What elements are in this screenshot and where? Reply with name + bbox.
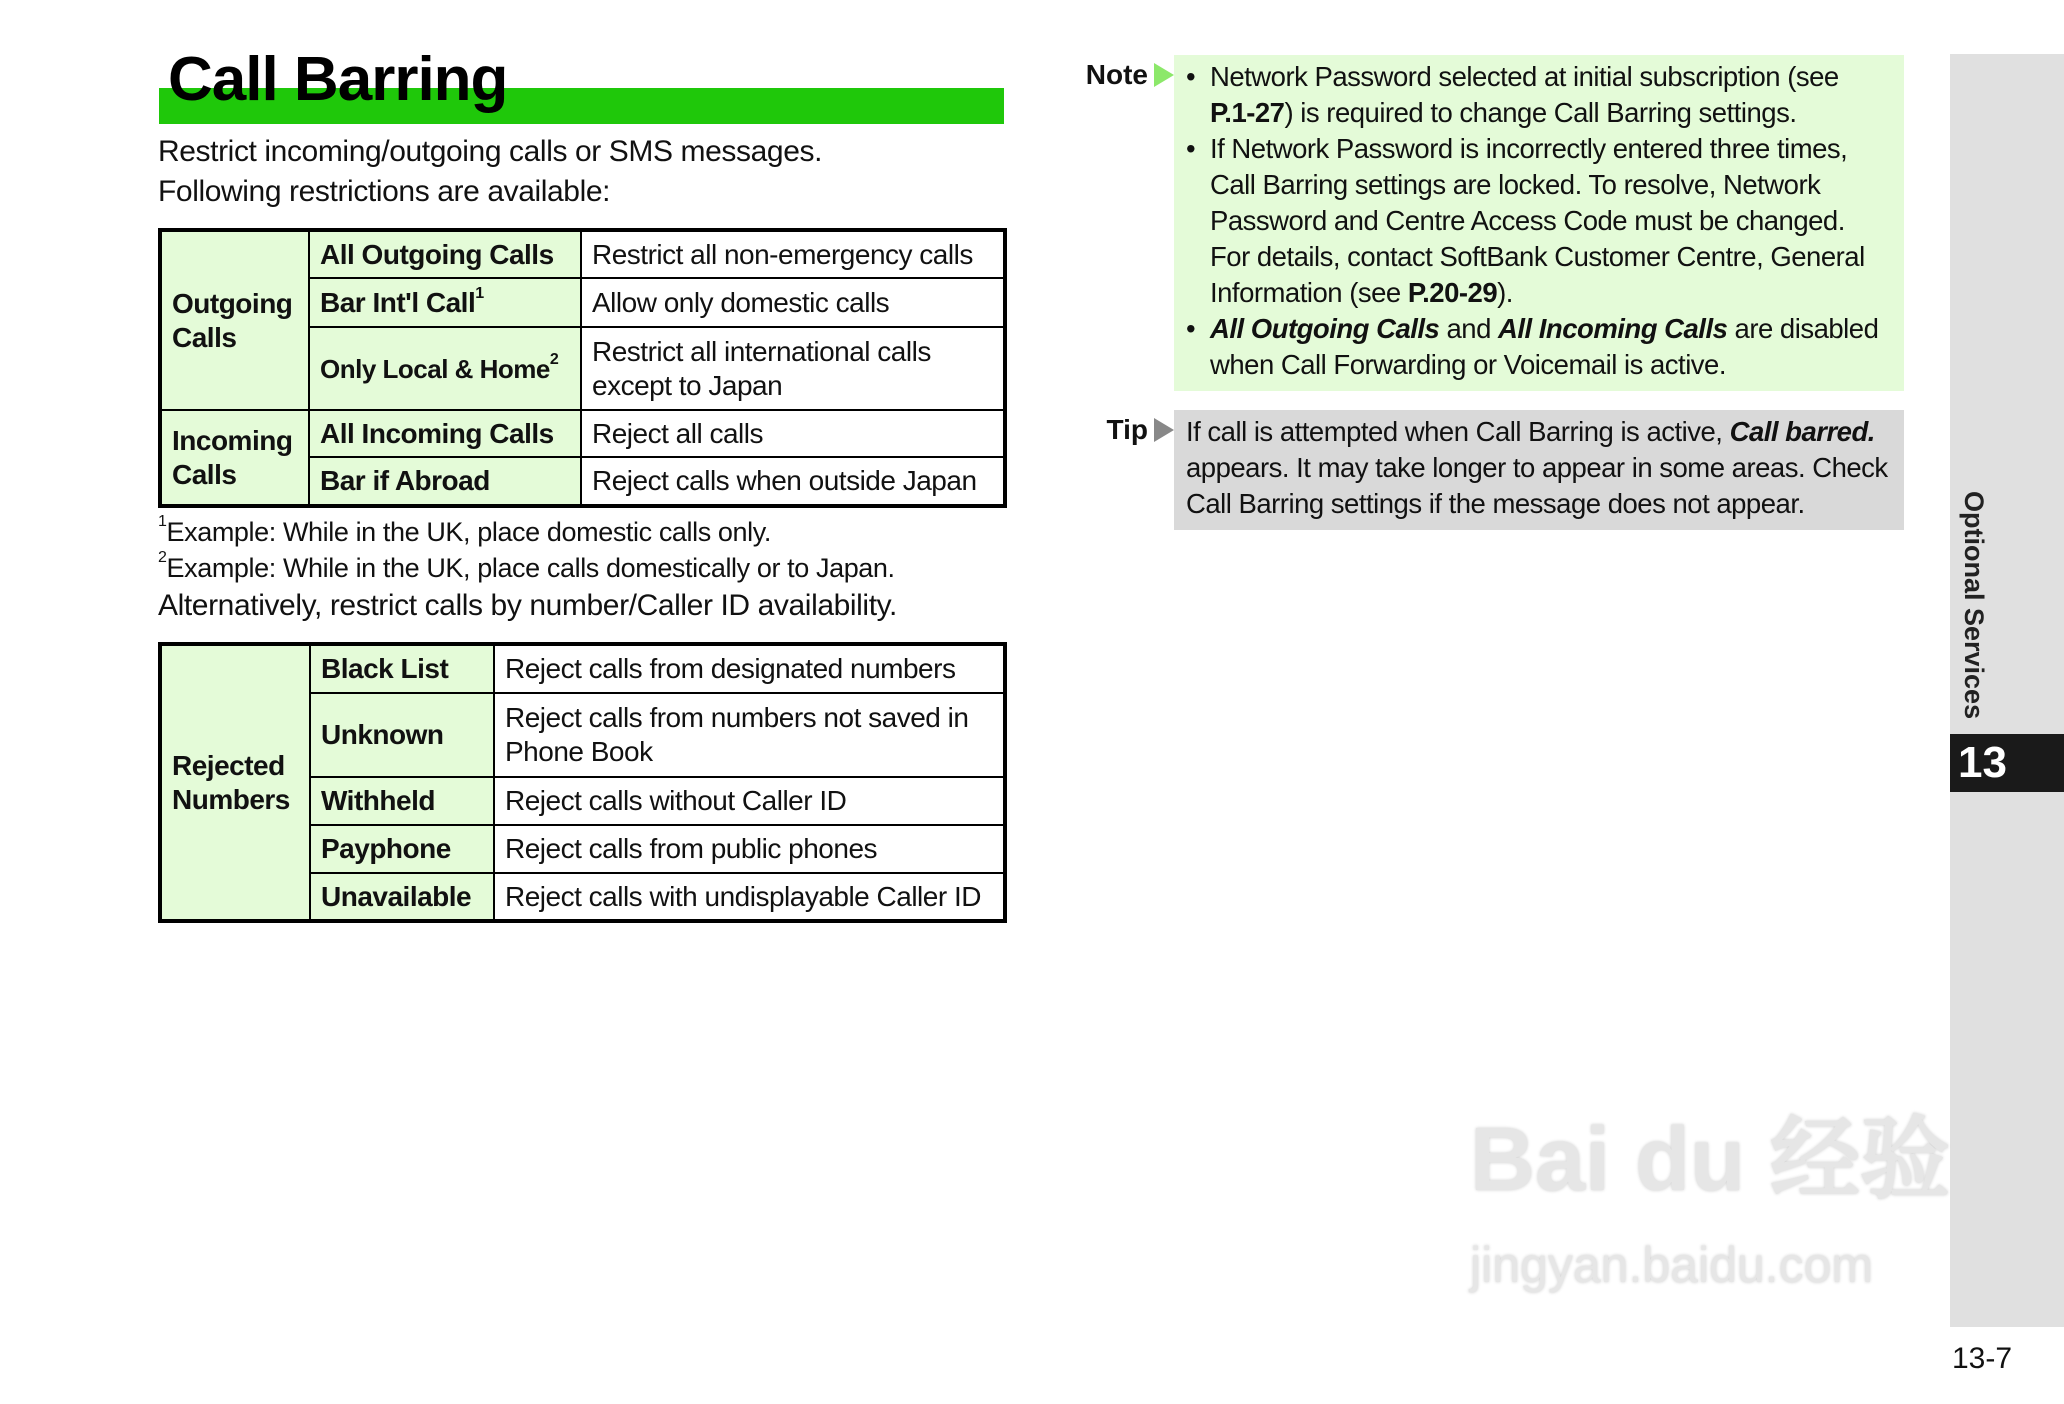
option-desc: Reject all calls bbox=[581, 410, 1005, 457]
option-desc: Reject calls when outside Japan bbox=[581, 457, 1005, 506]
note-item: • All Outgoing Calls and All Incoming Calls are disabled when Call Forwarding or Voicemail is active. bbox=[1186, 311, 1890, 383]
option-name: Bar if Abroad bbox=[309, 457, 581, 506]
page-number: 13-7 bbox=[1952, 1342, 2013, 1375]
side-notes bbox=[1060, 55, 1904, 530]
option-name: Unknown bbox=[310, 693, 494, 777]
page-ref-link[interactable]: P.1-27 bbox=[1210, 97, 1285, 128]
option-desc: Reject calls from public phones bbox=[494, 825, 1005, 873]
note-label: Note bbox=[1085, 59, 1148, 90]
title-block bbox=[158, 44, 1007, 126]
option-desc: Reject calls without Caller ID bbox=[494, 777, 1005, 825]
table-row bbox=[160, 644, 1005, 693]
tip-label: Tip bbox=[1106, 414, 1148, 445]
group-label: Rejected Numbers bbox=[160, 644, 310, 921]
watermark-logo: Bai du 经验 bbox=[1470, 1110, 1951, 1210]
rejected-numbers-table bbox=[158, 642, 1007, 923]
note-item: • Network Password selected at initial subscription (see P.1-27) is required to change Call Barring settings. bbox=[1186, 59, 1890, 131]
option-desc: Allow only domestic calls bbox=[581, 278, 1005, 327]
main-column bbox=[158, 44, 1007, 923]
note-label-wrap bbox=[1060, 55, 1174, 91]
group-label: Incoming Calls bbox=[160, 410, 309, 506]
option-desc: Restrict all international calls except to Japan bbox=[581, 327, 1005, 410]
tip-arrow-icon bbox=[1154, 418, 1174, 442]
note-row bbox=[1060, 55, 1904, 391]
chapter-title: Optional Services bbox=[1959, 490, 1989, 720]
page-ref-link[interactable]: P.20-29 bbox=[1407, 277, 1498, 308]
tip-box: If call is attempted when Call Barring is active, Call barred. appears. It may take longer to appear in some areas. Check Call Barring settings if the message does not appear. bbox=[1174, 410, 1904, 530]
option-name: Black List bbox=[310, 644, 494, 693]
table-row bbox=[160, 410, 1005, 457]
option-name: Only Local & Home$^2$ bbox=[309, 327, 581, 410]
restrictions-table bbox=[158, 228, 1007, 508]
intro-line: Restrict incoming/outgoing calls or SMS messages. bbox=[158, 135, 823, 168]
option-desc: Reject calls from numbers not saved in Phone Book bbox=[494, 693, 1005, 777]
note-box bbox=[1174, 55, 1904, 391]
option-name: Unavailable bbox=[310, 873, 494, 921]
tip-label-wrap bbox=[1060, 410, 1174, 446]
intro-line: Following restrictions are available: bbox=[158, 175, 611, 208]
chapter-number: 13 bbox=[1950, 734, 2064, 792]
page-title: Call Barring bbox=[168, 45, 508, 114]
watermark-url: jingyan.baidu.com bbox=[1470, 1237, 1874, 1293]
option-name: Withheld bbox=[310, 777, 494, 825]
option-name: All Outgoing Calls bbox=[309, 230, 581, 278]
alt-text: Alternatively, restrict calls by number/Caller ID availability. bbox=[158, 589, 897, 622]
note-item: • If Network Password is incorrectly entered three times, Call Barring settings are locked. To resolve, Network Password and Centre Access Code must be changed. For details, contact SoftBank Customer Centre, General Information (see P.20-29). bbox=[1186, 131, 1890, 311]
tip-row bbox=[1060, 410, 1904, 530]
table-row bbox=[160, 230, 1005, 278]
option-desc: Reject calls from designated numbers bbox=[494, 644, 1005, 693]
option-name: Payphone bbox=[310, 825, 494, 873]
group-label: Outgoing Calls bbox=[160, 230, 309, 410]
footnote: $^2$Example: While in the UK, place calls domestically or to Japan. bbox=[158, 549, 895, 583]
option-name: Bar Int'l Call$^1$ bbox=[309, 278, 581, 327]
option-desc: Restrict all non-emergency calls bbox=[581, 230, 1005, 278]
footnote: $^1$Example: While in the UK, place domestic calls only. bbox=[158, 513, 771, 547]
note-arrow-icon bbox=[1154, 63, 1174, 87]
option-desc: Reject calls with undisplayable Caller ID bbox=[494, 873, 1005, 921]
option-name: All Incoming Calls bbox=[309, 410, 581, 457]
